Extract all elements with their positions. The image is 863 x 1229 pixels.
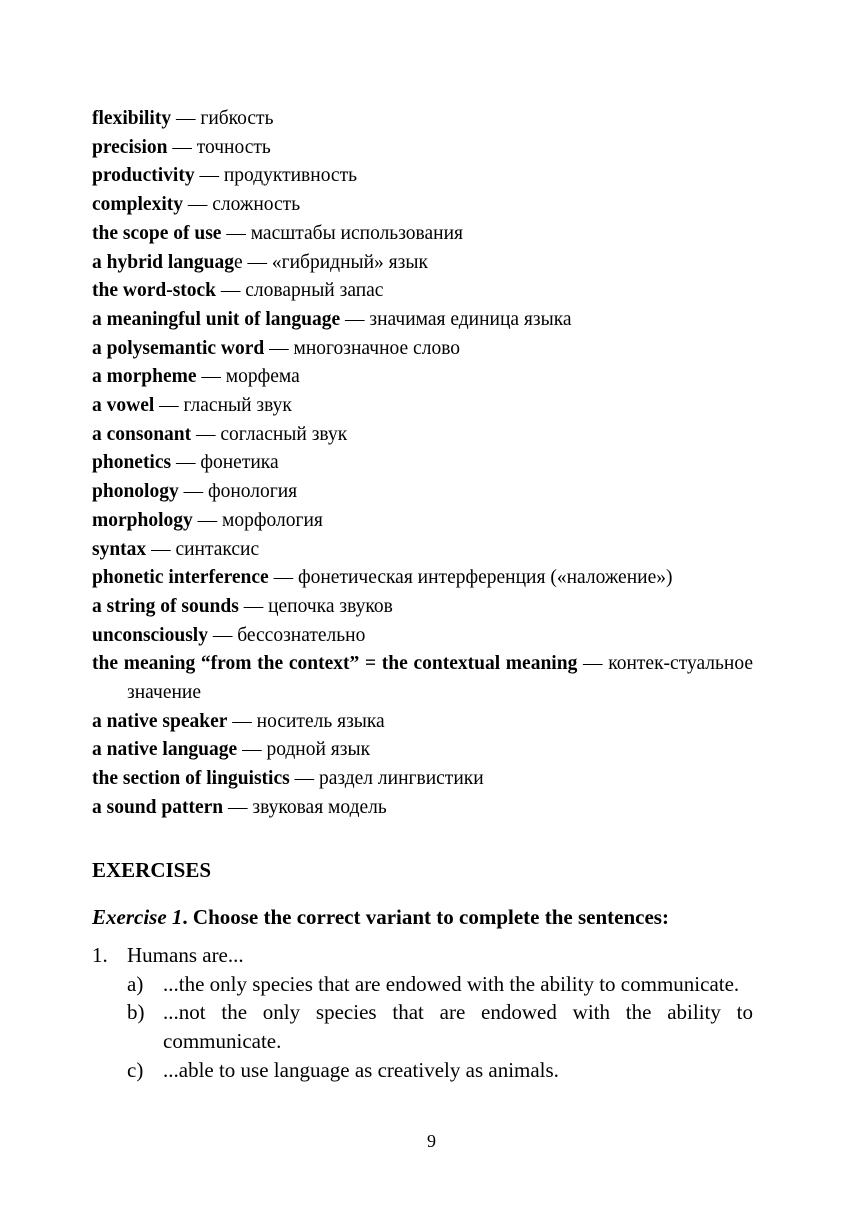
- dash: —: [294, 768, 315, 790]
- glossary-translation: многозначное слово: [293, 337, 461, 359]
- glossary-entry: [92, 363, 753, 392]
- glossary-translation: согласный звук: [220, 423, 348, 445]
- dash: —: [159, 395, 179, 417]
- question-number: 1.: [92, 943, 108, 967]
- glossary-entry: [92, 392, 753, 421]
- glossary-translation: бессознательно: [237, 624, 366, 646]
- glossary-translation: фонетика: [200, 452, 279, 474]
- option-text: ...the only species that are endowed with the ability to communicate.: [163, 971, 740, 996]
- glossary-term: a meaningful unit of language: [92, 308, 341, 330]
- glossary-term: the meaning “from the context” = the contextual meaning: [92, 653, 578, 675]
- glossary-term: phonology: [92, 481, 179, 503]
- dash: —: [583, 653, 603, 675]
- glossary-translation: звуковая модель: [252, 796, 387, 818]
- glossary-term: syntax: [92, 538, 147, 560]
- glossary-translation: носитель языка: [256, 710, 385, 732]
- glossary-term: precision: [92, 136, 168, 158]
- glossary-entry: [92, 306, 753, 335]
- glossary-term: the word-stock: [92, 280, 217, 302]
- dash: —: [175, 452, 196, 474]
- dash: —: [269, 337, 289, 359]
- glossary-translation: словарный запас: [245, 280, 384, 302]
- glossary-entry: [92, 449, 753, 478]
- glossary-translation: точность: [196, 136, 271, 158]
- glossary-term: flexibility: [92, 108, 172, 129]
- glossary-entry: [92, 162, 753, 191]
- glossary-translation: «гибридный» язык: [271, 251, 428, 273]
- glossary-term: the section of linguistics: [92, 768, 290, 790]
- glossary-entry: [92, 650, 753, 707]
- glossary-translation: сложность: [212, 194, 301, 216]
- dash: —: [183, 481, 204, 503]
- page-number: 9: [427, 1131, 436, 1151]
- dash: —: [345, 308, 365, 330]
- option-letter: b): [127, 1000, 145, 1025]
- glossary-translation: масштабы использования: [250, 222, 463, 244]
- glossary-entry: [92, 507, 753, 536]
- glossary-translation: синтаксис: [175, 538, 260, 560]
- exercise-title: [92, 905, 669, 930]
- exercises-heading: EXERCISES: [92, 858, 212, 882]
- dash: —: [172, 136, 192, 158]
- glossary-translation: раздел лингвистики: [318, 768, 484, 790]
- dash: —: [197, 509, 218, 531]
- glossary-term: a string of sounds: [92, 595, 239, 617]
- glossary-entry: [92, 736, 753, 765]
- glossary-term: a morpheme: [92, 366, 197, 388]
- glossary-translation: морфема: [225, 366, 300, 388]
- dash: —: [220, 280, 241, 302]
- dash: —: [273, 567, 294, 589]
- glossary-entry: [92, 220, 753, 249]
- glossary-entry: [92, 105, 753, 134]
- glossary-list: [92, 105, 753, 823]
- glossary-translation: контек-стуальное значение: [127, 653, 753, 704]
- glossary-entry: [92, 249, 753, 278]
- glossary-entry: [92, 277, 753, 306]
- option-letter: a): [127, 971, 144, 996]
- dash: —: [228, 796, 248, 818]
- dash: —: [243, 595, 264, 617]
- exercise-name: Exercise 1: [92, 905, 183, 929]
- glossary-entry: [92, 708, 753, 737]
- glossary-term: the scope of use: [92, 222, 222, 244]
- glossary-translation: морфология: [222, 509, 323, 531]
- glossary-term: productivity: [92, 165, 195, 187]
- dash: —: [232, 710, 252, 732]
- dash: —: [226, 222, 246, 244]
- option-letter: c): [127, 1057, 144, 1082]
- glossary-entry: [92, 765, 753, 794]
- glossary-term: a hybrid languag: [92, 251, 234, 273]
- glossary-term: a native language: [92, 739, 238, 761]
- glossary-term: morphology: [92, 509, 193, 531]
- glossary-translation: родной язык: [266, 739, 371, 761]
- glossary-entry: [92, 421, 753, 450]
- dash: —: [201, 366, 221, 388]
- glossary-entry: [92, 191, 753, 220]
- dash: —: [242, 739, 262, 761]
- glossary-translation: гибкость: [200, 108, 274, 129]
- glossary-entry: [92, 536, 753, 565]
- option-text: ...not the only species that are endowed with the ability to communicate.: [163, 1000, 753, 1054]
- question-stem: Humans are...: [127, 943, 244, 967]
- answer-option: [92, 998, 753, 1055]
- glossary-term: a sound pattern: [92, 796, 224, 818]
- dash: —: [187, 194, 208, 216]
- glossary-entry: [92, 564, 753, 593]
- glossary-translation: фонетическая интерференция («наложение»): [297, 567, 673, 589]
- glossary-translation: продуктивность: [223, 165, 357, 187]
- dash: —: [199, 165, 219, 187]
- question-item: [92, 941, 753, 970]
- exercise-instruction: . Choose the correct variant to complete the sentences:: [182, 905, 669, 929]
- answer-option: [92, 1056, 753, 1085]
- glossary-entry: [92, 794, 753, 823]
- dash: —: [212, 624, 233, 646]
- glossary-entry: [92, 593, 753, 622]
- glossary-translation: гласный звук: [183, 395, 292, 417]
- glossary-translation: значимая единица языка: [369, 308, 572, 330]
- dash: —: [175, 108, 196, 129]
- glossary-term: a vowel: [92, 395, 155, 417]
- glossary-term: a native speaker: [92, 710, 228, 732]
- glossary-term-tail: e: [233, 251, 243, 273]
- glossary-translation: цепочка звуков: [268, 595, 393, 617]
- dash: —: [196, 423, 216, 445]
- dash: —: [247, 251, 267, 273]
- glossary-entry: [92, 478, 753, 507]
- glossary-term: complexity: [92, 194, 183, 216]
- question-list: [92, 941, 753, 1085]
- glossary-term: a polysemantic word: [92, 337, 265, 359]
- glossary-entry: [92, 134, 753, 163]
- glossary-term: phonetic interference: [92, 567, 269, 589]
- glossary-translation: фонология: [207, 481, 298, 503]
- glossary-entry: [92, 622, 753, 651]
- answer-option: [92, 970, 753, 999]
- glossary-term: unconsciously: [92, 624, 208, 646]
- option-text: ...able to use language as creatively as animals.: [163, 1057, 559, 1082]
- dash: —: [151, 538, 171, 560]
- glossary-term: phonetics: [92, 452, 172, 474]
- glossary-entry: [92, 335, 753, 364]
- glossary-term: a consonant: [92, 423, 192, 445]
